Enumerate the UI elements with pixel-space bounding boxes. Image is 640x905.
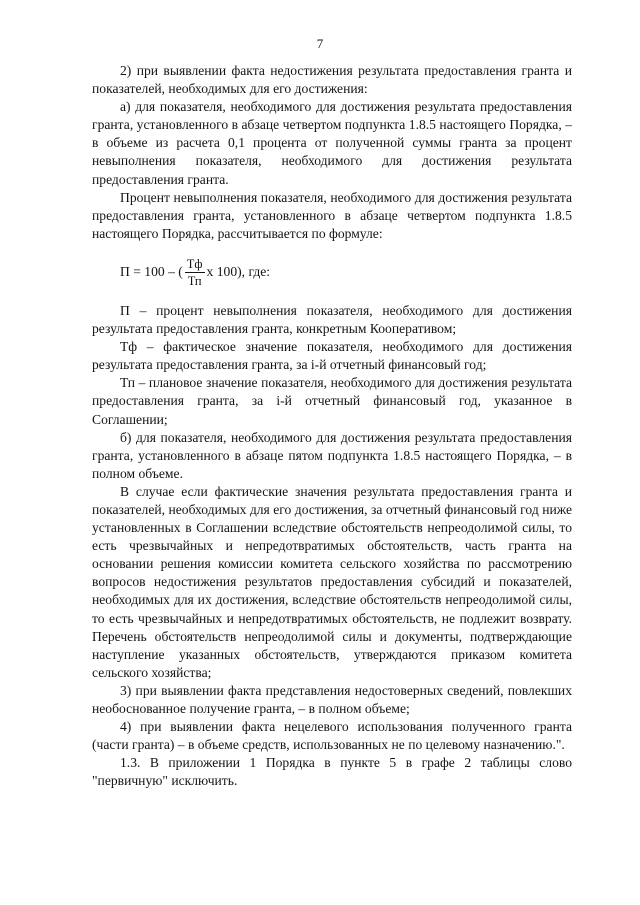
paragraph-item-4: 4) при выявлении факта нецелевого использования полученного гранта (части гранта) – в объеме средств, использованных не по целевому назначению.". bbox=[92, 719, 572, 753]
formula-left: П = 100 – ( bbox=[120, 264, 183, 280]
paragraph-subitem-a: а) для показателя, необходимого для достижения результата предоставления гранта, установленного в абзаце четвертом подпункта 1.8.5 настоящего Порядка, – в объеме из расчета 0,1 процента от полученной суммы гранта за процент невыполнения показателя, необходимого для достижения результата предоставления гранта. bbox=[92, 99, 572, 187]
paragraph-force-majeure: В случае если фактические значения результата предоставления гранта и показателей, необходимых для его достижения, за отчетный финансовый год ниже установленных в Соглашении вследствие обстоятельств непреодолимой силы, то есть чрезвычайных и непредотвратимых обстоятельств, часть гранта на основании решения комиссии комитета сельского хозяйства по рассмотрению вопросов недостижения результатов предоставления субсидий и показателей, необходимых для их достижения, вследствие обстоятельств непреодолимой силы, то есть чрезвычайных и непредотвратимых обстоятельств, не подлежит возврату. Перечень обстоятельств непреодолимой силы и документы, подтверждающие наступление указанных обстоятельств, утверждаются приказом комитета сельского хозяйства; bbox=[92, 483, 572, 680]
formula-numerator: Тф bbox=[186, 256, 203, 271]
formula-right: х 100), где: bbox=[206, 264, 271, 280]
paragraph-formula-intro: Процент невыполнения показателя, необходимого для достижения результата предоставления гранта, установленного в абзаце четвертом подпункта 1.8.5 настоящего Порядка, рассчитывается по формуле: bbox=[92, 189, 572, 241]
paragraph-definition-p: П – процент невыполнения показателя, необходимого для достижения результата предоставления гранта, конкретным Кооперативом; bbox=[92, 302, 572, 337]
formula-denominator: Тп bbox=[187, 273, 202, 288]
formula-fraction bbox=[185, 257, 205, 288]
document-body bbox=[92, 62, 572, 790]
paragraph-definition-tp: Тп – плановое значение показателя, необходимого для достижения результата предоставления гранта, за i-й отчетный финансовый год, указанное в Соглашении; bbox=[92, 375, 572, 427]
formula bbox=[120, 257, 572, 288]
paragraph-item-3: 3) при выявлении факта представления недостоверных сведений, повлекших необоснованное получение гранта, – в полном объеме; bbox=[92, 682, 572, 716]
paragraph-item-2-header: 2) при выявлении факта недостижения результата предоставления гранта и показателей, необходимых для его достижения: bbox=[92, 63, 572, 97]
paragraph-definition-tf: Тф – фактическое значение показателя, необходимого для достижения результата предоставления гранта, за i-й отчетный финансовый год; bbox=[92, 339, 572, 373]
paragraph-section-1-3: 1.3. В приложении 1 Порядка в пункте 5 в графе 2 таблицы слово "первичную" исключить. bbox=[92, 755, 572, 789]
paragraph-subitem-b: б) для показателя, необходимого для достижения результата предоставления гранта, установленного в абзаце пятом подпункта 1.8.5 настоящего Порядка, – в полном объеме. bbox=[92, 429, 572, 481]
page-number: 7 bbox=[316, 36, 324, 51]
